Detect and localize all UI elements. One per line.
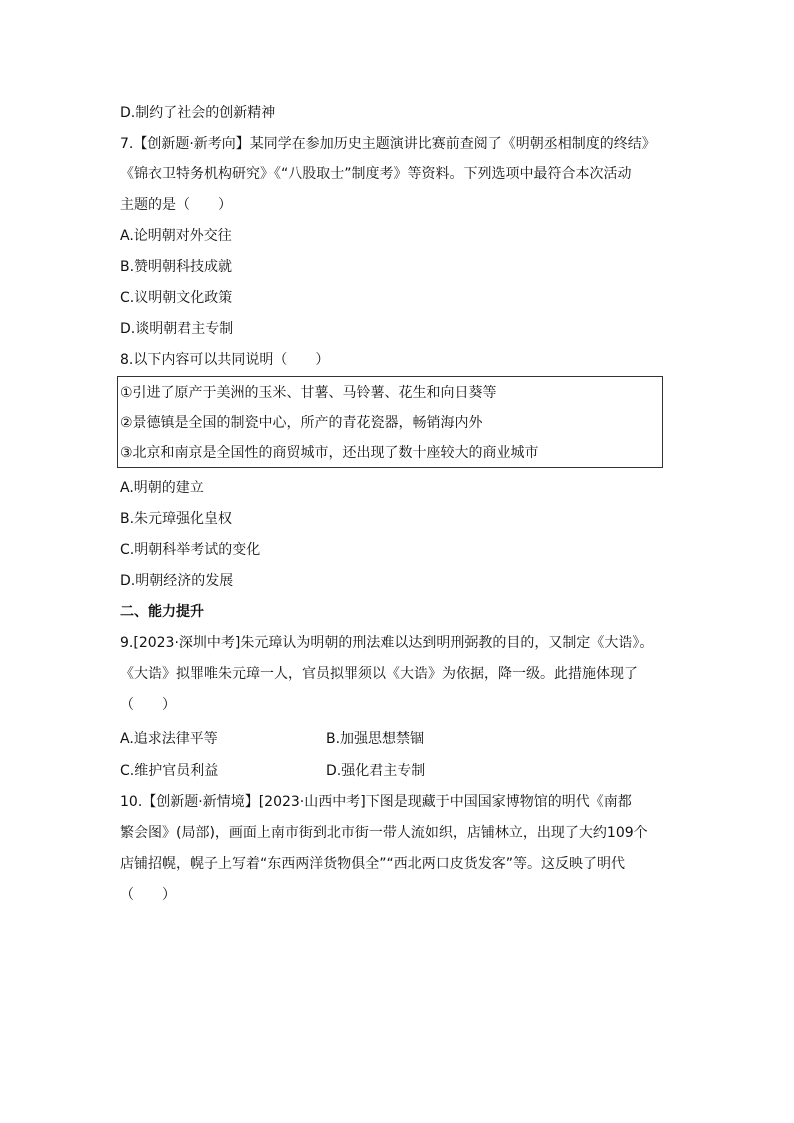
q7-option-c: C.议明朝文化政策 (120, 290, 233, 306)
q10-stem-line4: （ ） (120, 887, 176, 903)
q8-option-d: D.明朝经济的发展 (120, 573, 234, 589)
q7-option-d: D.谈明朝君主专制 (120, 321, 234, 337)
q7-stem-line3: 主题的是（ ） (120, 197, 232, 213)
q8-material-box (117, 376, 663, 468)
q8-stem: 8.以下内容可以共同说明（ ） (120, 352, 330, 368)
q9-option-b: B.加强思想禁锢 (326, 731, 425, 747)
q9-option-c: C.维护官员利益 (120, 763, 219, 779)
q9-option-a: A.追求法律平等 (120, 731, 218, 747)
q8-option-b: B.朱元璋强化皇权 (120, 511, 233, 527)
q9-stem-line3: （ ） (120, 697, 176, 713)
q7-stem-line2: 《锦衣卫特务机构研究》《“八股取士”制度考》等资料。下列选项中最符合本次活动 (120, 166, 632, 182)
q9-stem-line2: 《大诰》拟罪唯朱元璋一人，官员拟罪须以《大诰》为依据，降一级。此措施体现了 (120, 666, 638, 682)
q8-option-c: C.明朝科举考试的变化 (120, 542, 261, 558)
q9-stem-line1: 9.[2023·深圳中考]朱元璋认为明朝的刑法难以达到明刑弼教的目的，又制定《大诰》。 (120, 635, 654, 651)
q7-option-b: B.赞明朝科技成就 (120, 259, 233, 275)
section-title: 二、能力提升 (120, 604, 204, 620)
q10-stem-line2: 繁会图》(局部)，画面上南市街到北市街一带人流如织，店铺林立，出现了大约109个 (120, 825, 648, 841)
q6-option-d: D.制约了社会的创新精神 (120, 105, 276, 121)
q10-stem-line3: 店铺招幌，幌子上写着“东西两洋货物俱全”“西北两口皮货发客”等。这反映了明代 (120, 856, 626, 872)
q7-option-a: A.论明朝对外交往 (120, 228, 232, 244)
q8-material-2: ②景德镇是全国的制瓷中心，所产的青花瓷器，畅销海内外 (120, 415, 483, 431)
q9-option-d: D.强化君主专制 (326, 763, 426, 779)
q7-stem-line1: 7.【创新题·新考向】某同学在参加历史主题演讲比赛前查阅了《明朝丞相制度的终结》 (120, 136, 656, 152)
q8-material-1: ①引进了原产于美洲的玉米、甘薯、马铃薯、花生和向日葵等 (120, 385, 497, 401)
q8-material-3: ③北京和南京是全国性的商贸城市，还出现了数十座较大的商业城市 (120, 445, 539, 461)
q10-stem-line1: 10.【创新题·新情境】[2023·山西中考]下图是现藏于中国国家博物馆的明代《南都 (120, 794, 632, 810)
q8-option-a: A.明朝的建立 (120, 480, 204, 496)
